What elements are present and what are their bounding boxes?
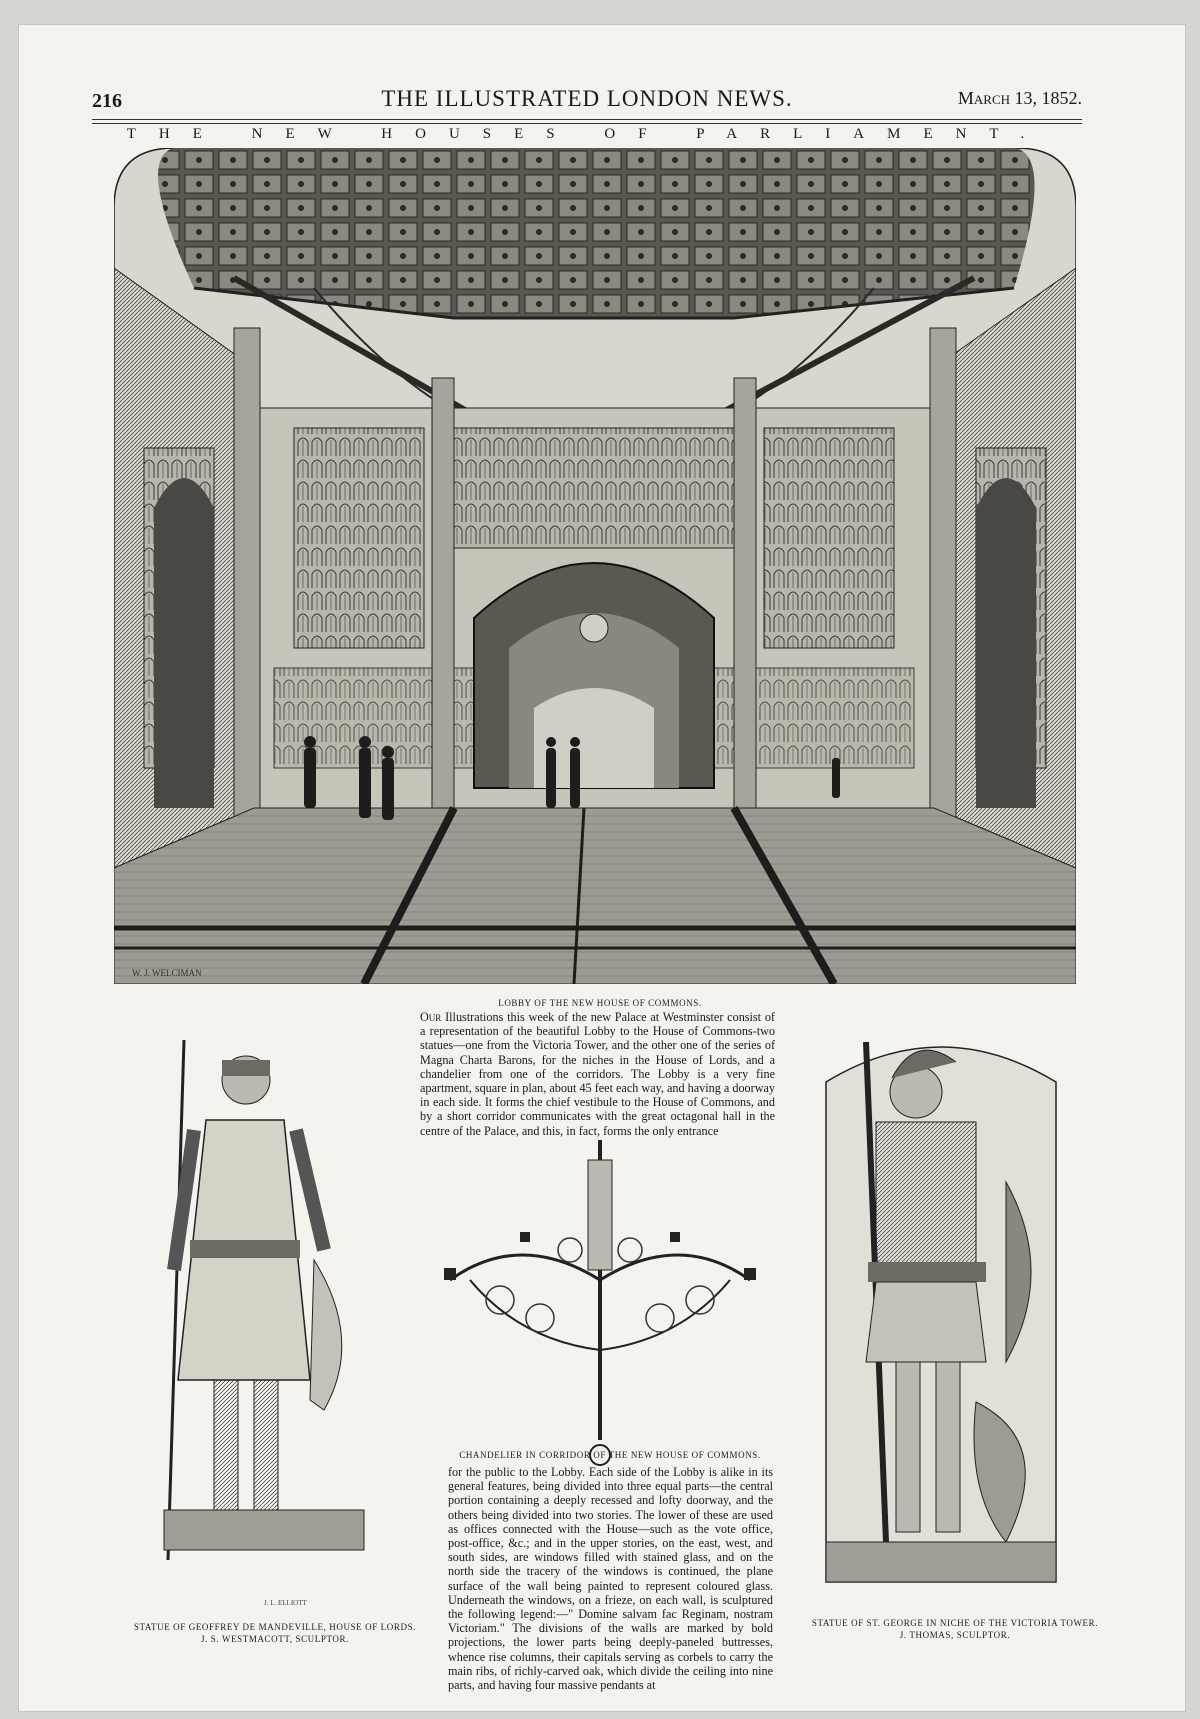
article-column-bottom: for the public to the Lobby. Each side of the Lobby is alike in its general features, being divided into three equal parts—the central portion containing a deeply recessed and lofty doorway, and the others being divided into two stories. The lower of these are used as offices connected with the House—such as the vote office, post-office, &c.; and in the upper stories, on the east, west, and south sides, are windows filled with stained glass, and on the north side the tracery of the windows is continued, the plane surface of the wall being painted to represent coloured glass. Underneath the windows, on a frieze, on each wall, is sculptured the following legend:—" Domine salvam fac Reginam, nostram Victoriam." The divisions of the walls are marked by bold projections, the lower parts being deeply-paneled buttresses, whence rise columns, their capitals serving as corbels to carry the main ribs, of richly-carved oak, which divide the ceiling into nine parts, and having four massive pendants at bbox=[448, 1465, 773, 1693]
right-caption-line1: STATUE OF ST. GEORGE IN NICHE OF THE VICTORIA TOWER. bbox=[811, 1618, 1099, 1628]
article-text-top: Illustrations this week of the new Palace at Westminster consist of a representation of the beautiful Lobby to the House of Commons-two statues—one from the Victoria Tower, and the other one of the series of Magna Charta Barons, for the niches in the House of Lords, and a chandelier from one of the corridors. The Lobby is a very fine apartment, square in plan, about 45 feet each way, and having a doorway in each side. It forms the chief vestibule to the House of Commons, and by a short corridor communicates with the great octagonal hall in the centre of the Palace, and this, in fact, forms the only entrance bbox=[420, 1010, 775, 1138]
header-rule bbox=[92, 123, 1082, 124]
issue-date: March 13, 1852. bbox=[957, 88, 1082, 108]
newspaper-title: THE ILLUSTRATED LONDON NEWS. bbox=[381, 86, 793, 111]
section-title: THE NEW HOUSES OF PARLIAMENT. bbox=[126, 126, 1048, 142]
chandelier-illustration bbox=[440, 1140, 760, 1470]
left-statue-caption bbox=[110, 1622, 440, 1644]
lobby-engraving bbox=[114, 148, 1076, 984]
lobby-caption: LOBBY OF THE NEW HOUSE OF COMMONS. bbox=[498, 998, 702, 1008]
statue-geoffrey-de-mandeville bbox=[134, 1040, 404, 1610]
sculptor-signature: J. L. ELLIOTT bbox=[264, 1599, 307, 1607]
masthead bbox=[92, 82, 1082, 116]
right-statue-caption bbox=[790, 1618, 1120, 1640]
right-caption-line2: J. THOMAS, SCULPTOR. bbox=[899, 1630, 1011, 1640]
dropcap: Our bbox=[420, 1010, 442, 1024]
engraver-signature: W. J. WELCIMAN bbox=[132, 968, 202, 978]
left-caption-line2: J. S. WESTMACOTT, SCULPTOR. bbox=[201, 1634, 349, 1644]
statue-st-george bbox=[806, 1022, 1076, 1622]
article-column-top bbox=[420, 1010, 775, 1138]
page-number: 216 bbox=[92, 90, 122, 112]
left-caption-line1: STATUE OF GEOFFREY DE MANDEVILLE, HOUSE OF LORDS. bbox=[133, 1622, 417, 1632]
header-rule bbox=[92, 119, 1082, 120]
chandelier-caption: CHANDELIER IN CORRIDOR OF THE NEW HOUSE OF COMMONS. bbox=[459, 1450, 761, 1460]
